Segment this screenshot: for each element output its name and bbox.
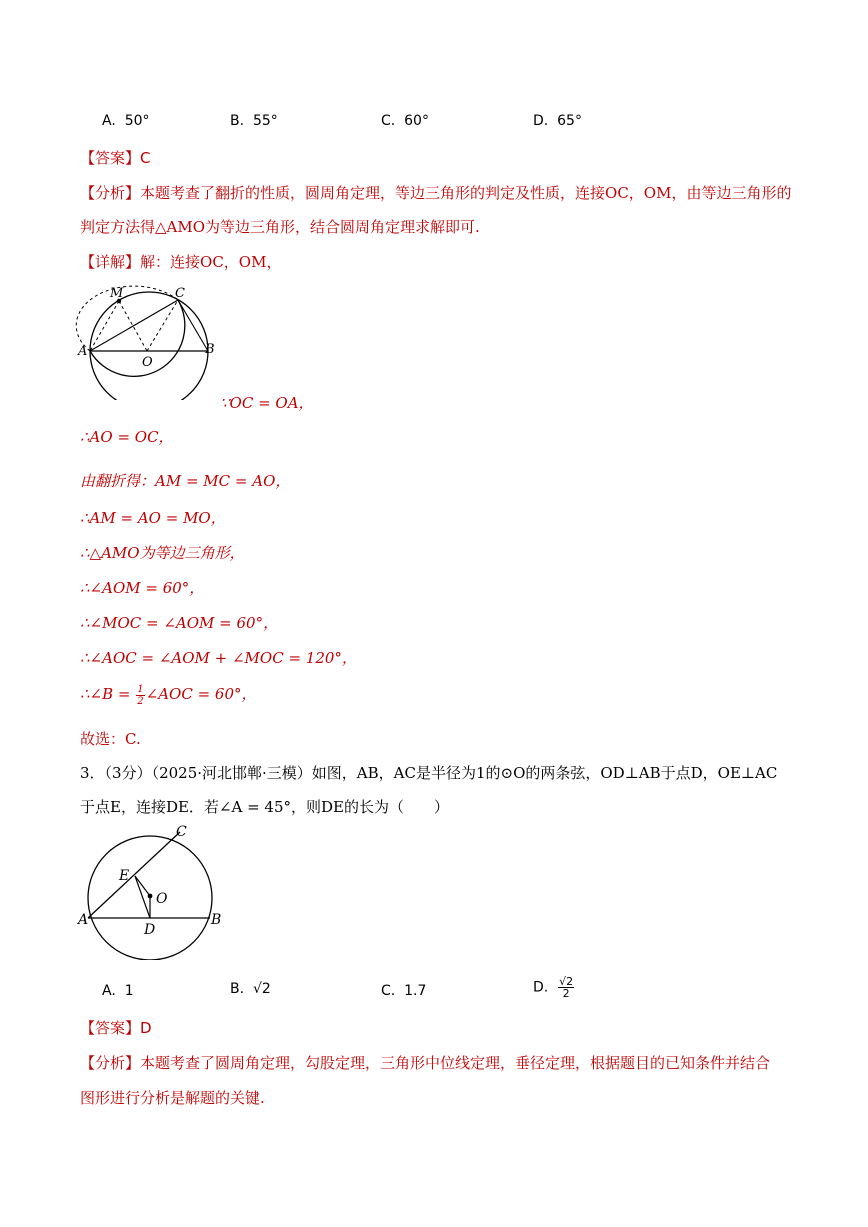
q2-label-c: C [175,286,185,301]
q2-step-5: ∴△AMO为等边三角形， [80,544,245,562]
q2-analysis-line2: 判定方法得△AMO为等边三角形，结合圆周角定理求解即可. [80,218,480,236]
q2-label-m: M [110,286,124,301]
q3-label-b: B [211,912,222,928]
q2-circle [90,292,208,400]
q3-answer: 【答案】D [80,1019,152,1037]
q3-option-a: A. 1 [102,983,134,999]
q2-step-9: ∴∠B = $\frac{1}{2}$ ∠AOC = 60°， [80,683,257,707]
q3-label-o: O [156,891,168,907]
q2-circle-figure [72,280,232,400]
q3-circle-figure [72,820,232,960]
q3-stem-line2: 于点E，连接DE．若∠A = 45°，则DE的长为（ ） [80,798,449,816]
q2-step-1: ∵OC = OA， [220,394,314,412]
q3-analysis-line1: 【分析】本题考查了圆周角定理，勾股定理，三角形中位线定理，垂径定理，根据题目的已知条件并结合 [80,1054,771,1072]
q3-center-o [148,894,153,899]
q2-step-4: ∴AM = AO = MO， [80,509,226,527]
q2-step-8: ∴∠AOC = ∠AOM + ∠MOC = 120°， [80,649,357,667]
q2-step-3: 由翻折得：AM = MC = AO， [80,472,291,490]
q2-detail-intro: 【详解】解：连接OC，OM， [80,253,282,271]
q3-label-d: D [144,922,156,938]
q3-option-d: D. $\frac{√2}{2}$ [533,975,574,1000]
q2-option-c: C. 60° [381,113,429,129]
q2-segment-oc [147,300,178,351]
q3-label-a: A [78,912,89,928]
q2-label-a: A [78,344,88,359]
q3-option-d-fraction: $\frac{√2}{2}$ [559,975,574,1000]
q2-option-b: B. 55° [230,113,278,129]
q3-option-c: C. 1.7 [381,983,427,999]
q3-segment-oe [135,876,150,896]
q2-step-7: ∴∠MOC = ∠AOM = 60°， [80,614,279,632]
q2-fold-arc [90,300,185,376]
q2-conclusion: 故选：C. [80,730,141,748]
q3-analysis-line2: 图形进行分析是解题的关键. [80,1089,265,1107]
q2-label-o: O [142,355,153,370]
q2-label-b: B [205,342,215,357]
q3-label-c: C [176,824,187,840]
q2-answer: 【答案】C [80,149,151,167]
q3-segment-de [135,876,150,918]
q2-segment-ac [90,300,178,351]
q2-analysis-line1: 【分析】本题考查了翻折的性质，圆周角定理，等边三角形的判定及性质，连接OC，OM，由等边三角形的 [80,184,792,202]
q2-option-a: A. 50° [102,113,150,129]
q2-fraction-half: $\frac{1}{2}$ [137,683,144,707]
q3-label-e: E [119,868,130,884]
q2-option-d: D. 65° [533,113,582,129]
q3-option-b: B. √2 [230,981,271,997]
q2-segment-cb [178,300,208,351]
q2-step-6: ∴∠AOM = 60°， [80,579,205,597]
q2-step-2: ∴AO = OC， [80,428,174,446]
q2-segment-am [90,301,119,351]
q3-stem-line1: 3．（3分）（2025·河北邯郸·三模）如图，AB，AC是半径为1的⊙O的两条弦，OD⊥AB于点D，OE⊥AC [80,764,778,782]
